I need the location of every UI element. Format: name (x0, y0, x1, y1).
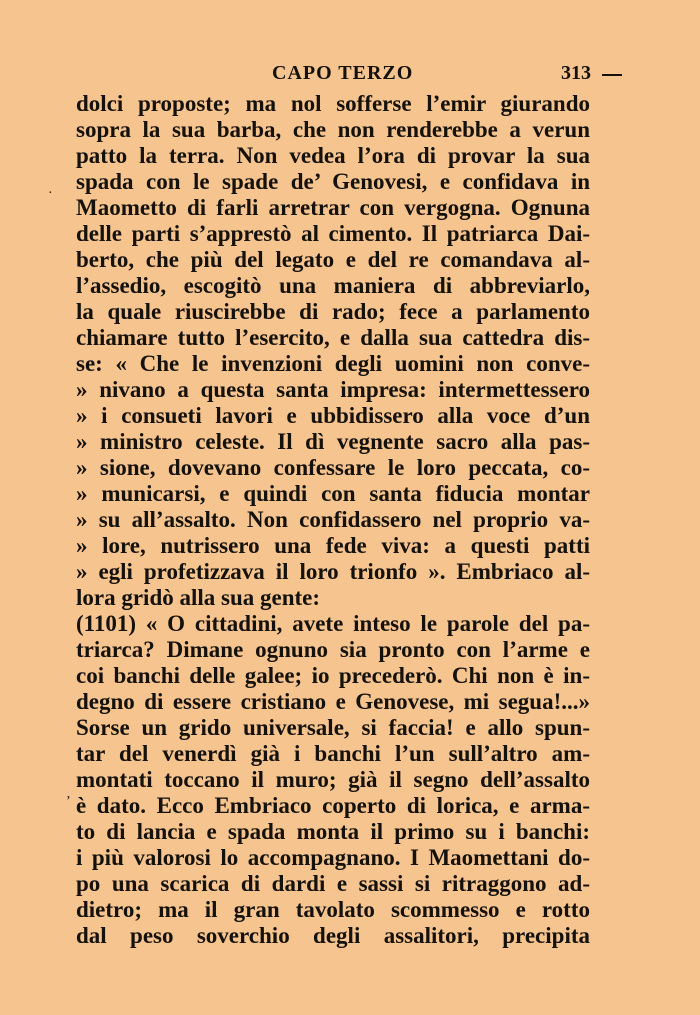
text-line: Sorse un grido universale, si faccia! e allo spun- (76, 715, 590, 740)
text-line: lora gridò alla sua gente: (76, 585, 321, 610)
text-line: po una scarica di dardi e sassi si ritraggono ad- (76, 871, 590, 896)
text-line: sopra la sua barba, che non renderebbe a verun (76, 117, 590, 142)
text-line: tar del venerdì già i banchi l’un sull’altro am- (76, 741, 590, 766)
text-line: (1101) « O cittadini, avete inteso le parole del pa- (76, 611, 590, 636)
text-line: berto, che più del legato e del re comandava al- (76, 247, 590, 272)
text-line: l’assedio, escogitò una maniera di abbreviarlo, (76, 273, 590, 298)
text-line: degno di essere cristiano e Genovese, mi segua!...» (76, 689, 590, 714)
margin-tick: ʼ (66, 794, 71, 809)
page-header (76, 62, 616, 92)
text-line: patto la terra. Non vedea l’ora di provar la sua (76, 143, 590, 168)
text-line: delle parti s’apprestò al cimento. Il patriarca Dai- (76, 221, 590, 246)
text-line: la quale riuscirebbe di rado; fece a parlamento (76, 299, 590, 324)
text-line: dolci proposte; ma nol sofferse l’emir giurando (76, 91, 590, 116)
text-line: coi banchi delle galee; io precederò. Chi non è in- (76, 663, 590, 688)
text-line: » lore, nutrissero una fede viva: a questi patti (76, 533, 590, 558)
text-line: dietro; ma il gran tavolato scommesso e rotto (76, 897, 590, 922)
body-text (76, 91, 590, 949)
text-line: » su all’assalto. Non confidassero nel proprio va- (76, 507, 590, 532)
text-line: to di lancia e spada monta il primo su i banchi: (76, 819, 590, 844)
text-line: » municarsi, e quindi con santa fiducia montar (76, 481, 590, 506)
text-line: » nivano a questa santa impresa: intermettessero (76, 377, 590, 402)
text-line: triarca? Dimane ognuno sia pronto con l’arme e (76, 637, 590, 662)
text-line: dal peso soverchio degli assalitori, precipita (76, 923, 590, 948)
text-line: » sione, dovevano confessare le loro peccata, co- (76, 455, 590, 480)
running-title: CAPO TERZO (272, 62, 414, 84)
text-line: è dato. Ecco Embriaco coperto di lorica, e arma- (76, 793, 590, 818)
header-dash (602, 74, 622, 76)
text-line: » egli profetizzava il loro trionfo ». Embriaco al- (76, 559, 590, 584)
page-number: 313 (561, 62, 591, 84)
text-line: spada con le spade de’ Genovesi, e confidava in (76, 169, 590, 194)
text-line: chiamare tutto l’esercito, e dalla sua cattedra dis- (76, 325, 590, 350)
text-line: » ministro celeste. Il dì vegnente sacro alla pas- (76, 429, 590, 454)
margin-dot: · (48, 186, 53, 201)
text-line: montati toccano il muro; già il segno dell’assalto (76, 767, 590, 792)
text-line: se: « Che le invenzioni degli uomini non conve- (76, 351, 590, 376)
text-line: Maometto di farli arretrar con vergogna. Ognuna (76, 195, 590, 220)
text-line: i più valorosi lo accompagnano. I Maomettani do- (76, 845, 590, 870)
text-line: » i consueti lavori e ubbidissero alla voce d’un (76, 403, 590, 428)
